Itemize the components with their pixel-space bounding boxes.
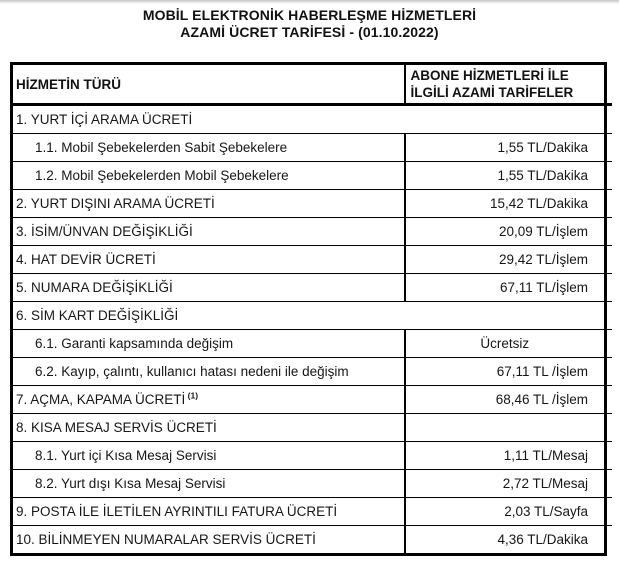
- row-border-tick: [606, 470, 612, 498]
- service-label-cell: 3. İSİM/ÜNVAN DEĞİŞİKLİĞİ: [12, 218, 405, 246]
- header-border-tick: [606, 64, 612, 105]
- table-row: [12, 190, 612, 218]
- table-row: [12, 274, 612, 302]
- table-row: [12, 442, 612, 470]
- row-border-tick: [606, 302, 612, 330]
- tariff-value-cell: 1,55 TL/Dakika: [405, 134, 606, 162]
- row-border-tick: [606, 190, 612, 218]
- table-row: [12, 105, 612, 134]
- tariff-value-cell: 2,72 TL/Mesaj: [405, 470, 606, 498]
- table-row: [12, 386, 612, 414]
- row-border-tick: [606, 414, 612, 442]
- header-max-tariffs-line1: ABONE HİZMETLERİ İLE: [410, 68, 569, 83]
- row-border-tick: [606, 274, 612, 302]
- row-border-tick: [606, 330, 612, 358]
- tariff-value-cell: 4,36 TL/Dakika: [405, 526, 606, 555]
- tariff-value-cell: 67,11 TL/İşlem: [405, 274, 606, 302]
- table-row: [12, 246, 612, 274]
- service-label-cell: 6. SİM KART DEĞİŞİKLİĞİ: [12, 302, 606, 330]
- tariff-value-cell: 29,42 TL/İşlem: [405, 246, 606, 274]
- service-label-cell: 6.2. Kayıp, çalıntı, kullanıcı hatası nedeni ile değişim: [12, 358, 405, 386]
- service-label-cell: 2. YURT DIŞINI ARAMA ÜCRETİ: [12, 190, 405, 218]
- table-row: [12, 470, 612, 498]
- tariff-value-cell: 1,11 TL/Mesaj: [405, 442, 606, 470]
- table-row: [12, 330, 612, 358]
- tariff-value-cell: [405, 414, 606, 442]
- service-label-cell: 1.2. Mobil Şebekelerden Mobil Şebekelere: [12, 162, 405, 190]
- row-border-tick: [606, 162, 612, 190]
- tariff-value-cell: 15,42 TL/Dakika: [405, 190, 606, 218]
- row-border-tick: [606, 386, 612, 414]
- table-row: [12, 302, 612, 330]
- row-border-tick: [606, 218, 612, 246]
- table-row: [12, 218, 612, 246]
- tariff-value-cell: 67,11 TL /İşlem: [405, 358, 606, 386]
- document-title: [0, 7, 619, 40]
- row-border-tick: [606, 358, 612, 386]
- footnote-marker: (1): [185, 390, 199, 401]
- tariff-value-cell: 2,03 TL/Sayfa: [405, 498, 606, 526]
- tariff-value-cell: Ücretsiz: [405, 330, 606, 358]
- service-label-cell: 1.1. Mobil Şebekelerden Sabit Şebekelere: [12, 134, 405, 162]
- header-max-tariffs-line2: İLGİLİ AZAMİ TARİFELER: [410, 85, 574, 100]
- service-label-cell: 10. BİLİNMEYEN NUMARALAR SERVİS ÜCRETİ: [12, 526, 405, 555]
- service-label-cell: 5. NUMARA DEĞİŞİKLİĞİ: [12, 274, 405, 302]
- tariff-value-cell: 1,55 TL/Dakika: [405, 162, 606, 190]
- row-border-tick: [606, 526, 612, 555]
- table-row: [12, 498, 612, 526]
- row-border-tick: [606, 442, 612, 470]
- header-max-tariffs: [405, 64, 606, 105]
- tariff-table-container: [10, 62, 612, 556]
- row-border-tick: [606, 246, 612, 274]
- table-row: [12, 526, 612, 555]
- service-label-cell: 8.1. Yurt içi Kısa Mesaj Servisi: [12, 442, 405, 470]
- service-label-cell: 1. YURT İÇİ ARAMA ÜCRETİ: [12, 105, 606, 134]
- row-border-tick: [606, 134, 612, 162]
- table-row: [12, 134, 612, 162]
- service-label-cell: 9. POSTA İLE İLETİLEN AYRINTILI FATURA ÜCRETİ: [12, 498, 405, 526]
- table-row: [12, 162, 612, 190]
- service-label-cell: 4. HAT DEVİR ÜCRETİ: [12, 246, 405, 274]
- document-title-line1: MOBİL ELEKTRONİK HABERLEŞME HİZMETLERİ: [142, 7, 477, 23]
- row-border-tick: [606, 498, 612, 526]
- service-label-cell: 6.1. Garanti kapsamında değişim: [12, 330, 405, 358]
- table-row: [12, 414, 612, 442]
- tariff-table-body: [12, 105, 612, 555]
- tariff-value-cell: 20,09 TL/İşlem: [405, 218, 606, 246]
- table-header-row: [12, 64, 612, 105]
- table-row: [12, 358, 612, 386]
- service-label-cell: 8.2. Yurt dışı Kısa Mesaj Servisi: [12, 470, 405, 498]
- row-border-tick: [606, 105, 612, 134]
- service-label-cell: 7. AÇMA, KAPAMA ÜCRETİ $^{(1)}$: [12, 386, 405, 414]
- page-top-edge-shadow: [0, 0, 619, 4]
- tariff-table: [10, 62, 612, 556]
- document-title-line2: AZAMİ ÜCRET TARİFESİ - (01.10.2022): [180, 23, 439, 40]
- service-label-cell: 8. KISA MESAJ SERVİS ÜCRETİ: [12, 414, 405, 442]
- tariff-value-cell: 68,46 TL /İşlem: [405, 386, 606, 414]
- header-service-type: HİZMETİN TÜRÜ: [12, 64, 405, 105]
